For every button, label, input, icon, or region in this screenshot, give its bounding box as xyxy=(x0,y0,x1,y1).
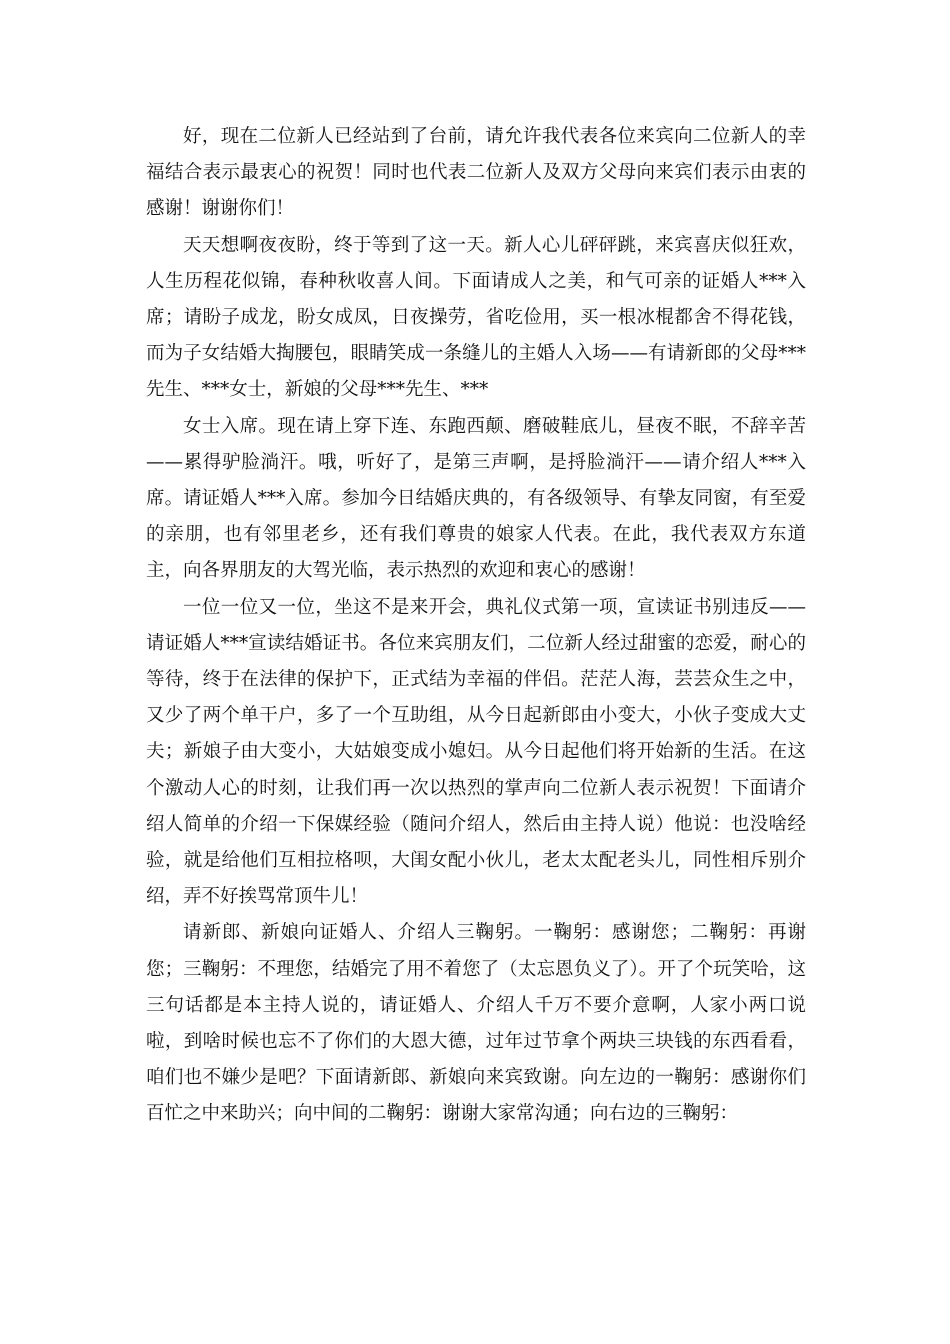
paragraph-1: 好，现在二位新人已经站到了台前，请允许我代表各位来宾向二位新人的幸福结合表示最衷心的祝贺！同时也代表二位新人及双方父母向来宾们表示由衷的感谢！谢谢你们！ xyxy=(146,126,806,220)
paragraph-4: 一位一位又一位，坐这不是来开会，典礼仪式第一项，宣读证书别违反——请证婚人***宣读结婚证书。各位来宾朋友们，二位新人经过甜蜜的恋爱，耐心的等待，终于在法律的保护下，正式结为幸福的伴侣。茫茫人海，芸芸众生之中，又少了两个单干户，多了一个互助组，从今日起新郎由小变大，小伙子变成大丈夫；新娘子由大变小，大姑娘变成小媳妇。从今日起他们将开始新的生活。在这个激动人心的时刻，让我们再一次以热烈的掌声向二位新人表示祝贺！下面请介绍人简单的介绍一下保媒经验（随问介绍人，然后由主持人说）他说：也没啥经验，就是给他们互相拉格呗，大闺女配小伙儿，老太太配老头儿，同性相斥别介绍，弄不好挨骂常顶牛儿！ xyxy=(146,596,806,908)
paragraph-5: 请新郎、新娘向证婚人、介绍人三鞠躬。一鞠躬：感谢您；二鞠躬：再谢您；三鞠躬：不理您，结婚完了用不着您了（太忘恩负义了）。开了个玩笑哈，这三句话都是本主持人说的，请证婚人、介绍人千万不要介意啊，人家小两口说啦，到啥时候也忘不了你们的大恩大德，过年过节拿个两块三块钱的东西看看，咱们也不嫌少是吧？下面请新郎、新娘向来宾致谢。向左边的一鞠躬：感谢你们百忙之中来助兴；向中间的二鞠躬：谢谢大家常沟通；向右边的三鞠躬： xyxy=(146,922,806,1125)
paragraph-2: 天天想啊夜夜盼，终于等到了这一天。新人心儿砰砰跳，来宾喜庆似狂欢，人生历程花似锦，春种秋收喜人间。下面请成人之美，和气可亲的证婚人***入席；请盼子成龙，盼女成凤，日夜操劳，省吃俭用，买一根冰棍都舍不得花钱，而为子女结婚大掏腰包，眼睛笑成一条缝儿的主婚人入场——有请新郎的父母***先生、***女士，新娘的父母***先生、*** xyxy=(146,234,806,401)
paragraph-3: 女士入席。现在请上穿下连、东跑西颠、磨破鞋底儿，昼夜不眠，不辞辛苦——累得驴脸淌汗。哦，听好了，是第三声啊，是捋脸淌汗——请介绍人***入席。请证婚人***入席。参加今日结婚庆典的，有各级领导、有挚友同窗，有至爱的亲朋，也有邻里老乡，还有我们尊贵的娘家人代表。在此，我代表双方东道主，向各界朋友的大驾光临，表示热烈的欢迎和衷心的感谢！ xyxy=(146,415,806,582)
document-body xyxy=(146,119,806,1133)
